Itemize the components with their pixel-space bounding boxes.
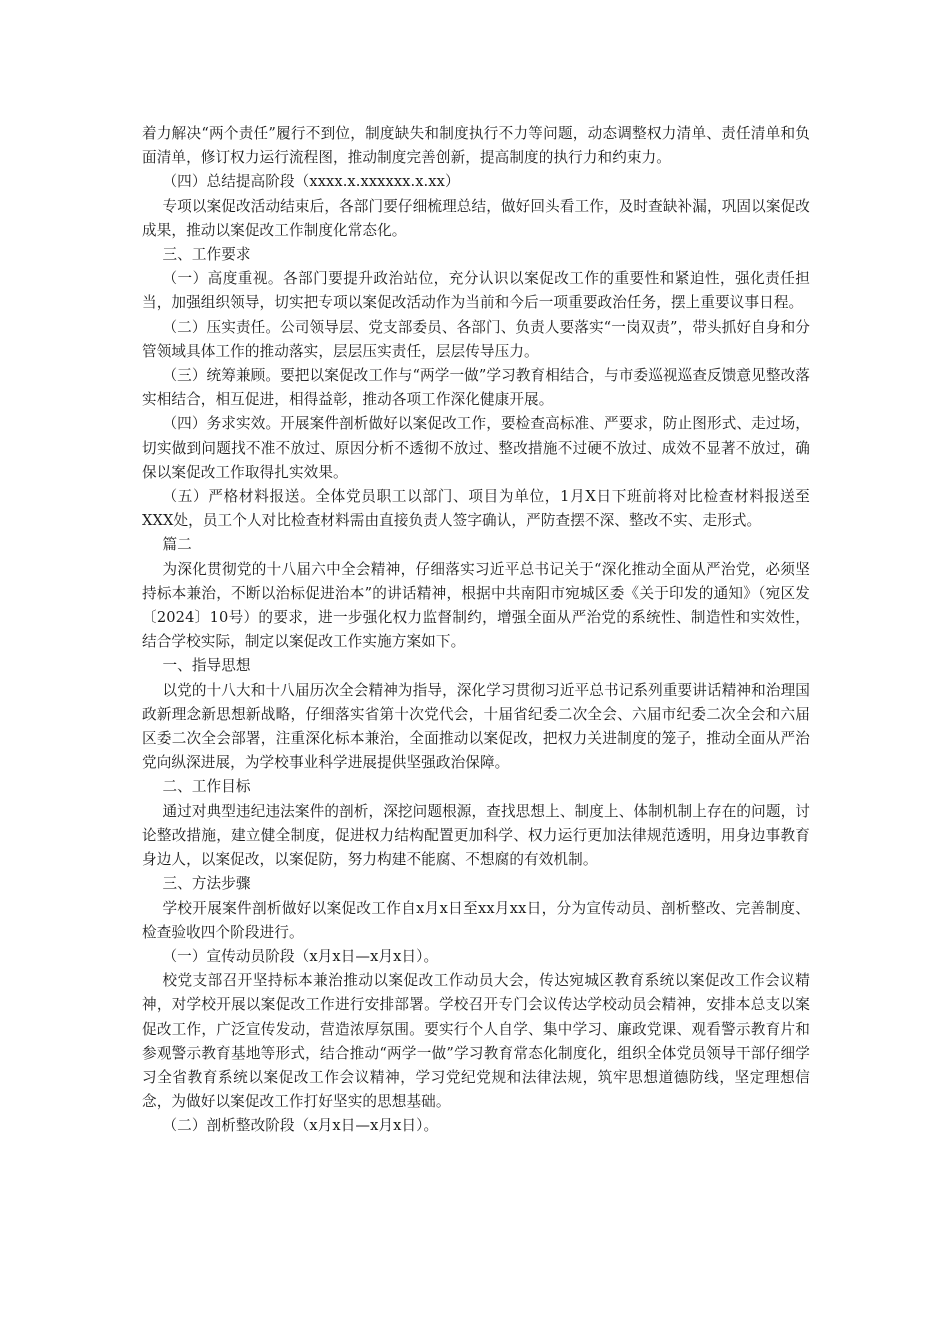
paragraph: 专项以案促改活动结束后，各部门要仔细梳理总结，做好回头看工作，及时查缺补漏，巩固以案促改成果，推动以案促改工作制度化常态化。 [142,197,810,239]
paragraph: 校党支部召开坚持标本兼治推动以案促改工作动员大会，传达宛城区教育系统以案促改工作会议精神，对学校开展以案促改工作进行安排部署。学校召开专门会议传达学校动员会精神，安排本总支以案促改工作，广泛宣传发动，营造浓厚氛围。要实行个人自学、集中学习、廉政党课、观看警示教育片和参观警示教育基地等形式，结合推动“两学一做”学习教育常态化制度化，组织全体党员领导干部仔细学习全省教育系统以案促改工作会议精神，学习党纪党规和法律法规，筑牢思想道德防线，坚定理想信念，为做好以案促改工作打好坚实的思想基础。 [142,972,810,1111]
section-heading: （一）宣传动员阶段（x月x日—x月x日）。 [162,947,439,965]
section-heading: （四）总结提高阶段（xxxx.x.xxxxxx.x.xx） [162,173,460,191]
paragraph: （五）严格材料报送。全体党员职工以部门、项目为单位，1月X日下班前将对比检查材料报送至XXX处，员工个人对比检查材料需由直接负责人签字确认，严防查摆不深、整改不实、走形式。 [142,488,810,530]
paragraph: （一）高度重视。各部门要提升政治站位，充分认识以案促改工作的重要性和紧迫性，强化责任担当，加强组织领导，切实把专项以案促改活动作为当前和今后一项重要政治任务，摆上重要议事日程。 [142,270,810,312]
paragraph: 为深化贯彻党的十八届六中全会精神，仔细落实习近平总书记关于“深化推动全面从严治党，必须坚持标本兼治，不断以治标促进治本”的讲话精神，根据中共南阳市宛城区委《关于印发的通知》（宛区发〔2024〕10号）的要求，进一步强化权力监督制约，增强全面从严治党的系统性、制造性和实效性，结合学校实际，制定以案促改工作实施方案如下。 [142,560,810,651]
paragraph: 着力解决“两个责任”履行不到位，制度缺失和制度执行不力等问题，动态调整权力清单、责任清单和负面清单，修订权力运行流程图，推动制度完善创新，提高制度的执行力和约束力。 [142,125,810,167]
section-heading: 一、指导思想 [162,657,251,675]
section-heading: 二、工作目标 [162,778,251,796]
section-heading: 三、工作要求 [162,246,251,264]
paragraph: （四）务求实效。开展案件剖析做好以案促改工作，要检查高标准、严要求，防止图形式、走过场，切实做到问题找不准不放过、原因分析不透彻不放过、整改措施不过硬不放过、成效不显著不放过，确保以案促改工作取得扎实效果。 [142,415,810,481]
document-body [142,122,810,1139]
section-heading: 篇二 [162,536,192,554]
paragraph: （三）统筹兼顾。要把以案促改工作与“两学一做”学习教育相结合，与市委巡视巡查反馈意见整改落实相结合，相互促进，相得益彰，推动各项工作深化健康开展。 [142,367,810,409]
paragraph: 学校开展案件剖析做好以案促改工作自x月x日至xx月xx日，分为宣传动员、剖析整改、完善制度、检查验收四个阶段进行。 [142,899,810,941]
paragraph: 以党的十八大和十八届历次全会精神为指导，深化学习贯彻习近平总书记系列重要讲话精神和治理国政新理念新思想新战略，仔细落实省第十次党代会，十届省纪委二次全会、六届市纪委二次全会和六届区委二次全会部署，注重深化标本兼治，全面推动以案促改，把权力关进制度的笼子，推动全面从严治党向纵深进展，为学校事业科学进展提供坚强政治保障。 [142,681,810,772]
section-heading: 三、方法步骤 [162,875,251,893]
section-heading: （二）剖析整改阶段（x月x日—x月x日）。 [162,1117,439,1135]
paragraph: （二）压实责任。公司领导层、党支部委员、各部门、负责人要落实“一岗双责”，带头抓好自身和分管领域具体工作的推动落实，层层压实责任，层层传导压力。 [142,318,810,360]
paragraph: 通过对典型违纪违法案件的剖析，深挖问题根源，查找思想上、制度上、体制机制上存在的问题，讨论整改措施，建立健全制度，促进权力结构配置更加科学、权力运行更加法律规范透明，用身边事教育身边人，以案促改，以案促防，努力构建不能腐、不想腐的有效机制。 [142,802,810,869]
